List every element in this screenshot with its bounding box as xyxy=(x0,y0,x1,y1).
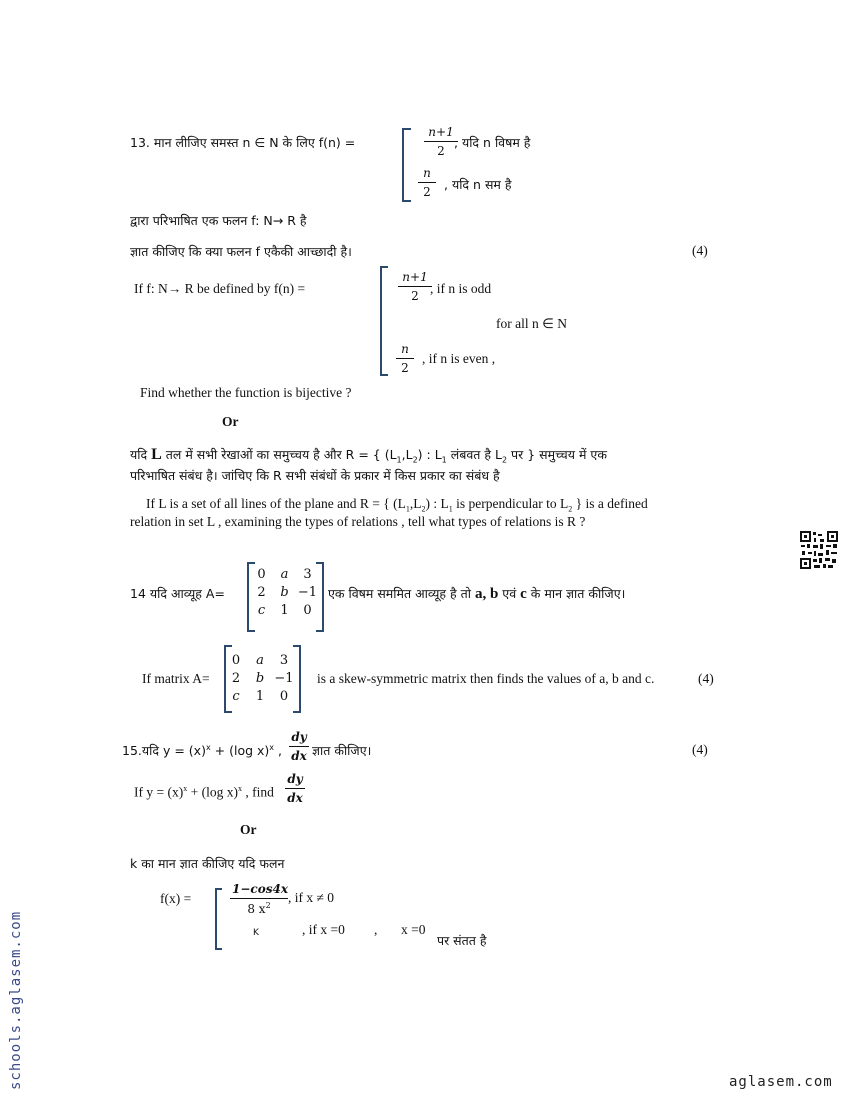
q15-en-line: If $y = (x)^x + (\log$ x)$^x$ , find xyxy=(134,784,274,800)
matrix-cell: 0 xyxy=(279,689,289,704)
q15-comma: , xyxy=(374,922,378,937)
q13-frac1-num: n+1 xyxy=(428,125,454,139)
matrix-cell: c xyxy=(257,603,266,618)
matrix-cell: −1 xyxy=(297,585,318,600)
q13-case1: , यदि n विषम है xyxy=(454,135,531,150)
q13-en-intro: If f: N→ R be defined by f(n) = xyxy=(134,281,306,296)
q15-marks: (4) xyxy=(692,742,708,757)
matrix-cell: 1 xyxy=(280,603,289,618)
q15-brace xyxy=(215,888,222,950)
q13-hindi-line3: ज्ञात कीजिए कि क्या फलन f एकैकी आच्छादी है। xyxy=(130,244,352,259)
q13-hindi-intro: 13. मान लीजिए समस्त n ∈ N के लिए f(n) = xyxy=(130,135,356,150)
q13-en-brace xyxy=(380,266,388,376)
q14-hindi-suffix: एक विषम सममित आव्यूह है तो a, b एवं c के मान ज्ञात कीजिए। xyxy=(328,586,626,602)
q15-hindi-k: k का मान ज्ञात कीजिए यदि फलन xyxy=(130,856,285,871)
matrix-cell: 0 xyxy=(303,603,312,618)
matrix-cell: a xyxy=(256,653,264,668)
matrix-cell: 0 xyxy=(231,653,241,668)
q13-frac1-den: 2 xyxy=(437,144,445,158)
watermark-left: schools.aglasem.com xyxy=(8,910,24,1090)
q15-dydx-1: dy dx xyxy=(289,730,309,763)
q13-en-frac1-num: n+1 xyxy=(402,270,428,284)
q13-frac2-den: 2 xyxy=(423,185,431,199)
q13-en-or-line1: If L is a set of all lines of the plane and R = { $(L_1,L_2)$ : $L_1$ is perpendicular to $L_2$ } is a defined xyxy=(146,496,648,514)
matrix-cell: 1 xyxy=(255,689,265,704)
q15-x0: x =0 xyxy=(401,922,426,937)
q13-or: Or xyxy=(222,414,239,429)
q13-en-frac1-den: 2 xyxy=(411,289,419,303)
q13-frac2-num: n xyxy=(423,166,431,180)
q13-brace xyxy=(402,128,411,202)
q14-en-suffix: is a skew-symmetric matrix then finds the values of a, b and c. xyxy=(317,671,655,686)
q13-fraction-2 xyxy=(418,166,436,199)
matrix-cell: 3 xyxy=(279,653,289,668)
matrix-cell: 0 xyxy=(257,567,266,582)
matrix-cell: c xyxy=(232,689,240,704)
matrix-cell: b xyxy=(280,585,289,600)
q13-fraction-1 xyxy=(424,125,458,158)
q13-en-fraction-1 xyxy=(398,270,432,303)
q14-marks: (4) xyxy=(698,671,714,686)
matrix-cell: −1 xyxy=(274,671,294,686)
q15-case2: , if x =0 xyxy=(302,922,345,937)
matrix-cell: a xyxy=(280,567,289,582)
q13-en-or-line2: relation in set L , examining the types of relations , tell what types of relations is R ? xyxy=(130,514,586,529)
q15-hindi-suffix: ज्ञात कीजिए। xyxy=(312,743,372,758)
matrix-cell: 2 xyxy=(231,671,241,686)
matrix-cell: 3 xyxy=(303,567,312,582)
q13-en-for-all: for all n ∈ N xyxy=(496,316,567,331)
q13-en-frac2-den: 2 xyxy=(401,361,409,375)
q15-hindi-prefix: 15.यदि $y = (x)^x + (\log$ x)$^x$ , xyxy=(122,742,282,758)
q14-hindi-prefix: 14 यदि आव्यूह A= xyxy=(130,586,225,601)
q13-hindi-line2: द्वारा परिभाषित एक फलन f: N→ R है xyxy=(130,213,307,228)
q13-en-case1: , if n is odd xyxy=(430,281,492,296)
q14-en-prefix: If matrix A= xyxy=(142,671,210,686)
matrix-cell: b xyxy=(255,671,265,686)
q13-case2: , यदि n सम है xyxy=(444,177,512,192)
q15-or: Or xyxy=(240,822,257,837)
q13-en-fraction-2 xyxy=(396,342,414,375)
q15-continuous: पर संतत है xyxy=(437,933,487,948)
qr-code-icon xyxy=(799,530,839,570)
q13-en-case2: , if n is even , xyxy=(422,351,496,366)
watermark-right: aglasem.com xyxy=(729,1074,833,1090)
q13-marks: (4) xyxy=(692,243,708,258)
matrix-cell: 2 xyxy=(257,585,266,600)
q13-hindi-or-line1: यदि L तल में सभी रेखाओं का समुच्चय है और R = { $(L_1,L_2)$ : $L_1$ लंबवत है $L_2$ पर } समुच्चय में एक xyxy=(130,446,607,465)
q15-fx: f(x) = xyxy=(160,891,192,906)
q13-en-frac2-num: n xyxy=(401,342,409,356)
q13-en-question: Find whether the function is bijective ? xyxy=(140,385,352,400)
q15-dydx-2: dy dx xyxy=(285,772,305,805)
q13-hindi-or-line2: परिभाषित संबंध है। जांचिए कि R सभी संबंधों के प्रकार में किस प्रकार का संबंध है xyxy=(130,468,500,483)
q15-fraction: 1−cos4x 8 $x^2$ xyxy=(232,882,288,916)
q15-case1: , if x ≠ 0 xyxy=(288,890,335,905)
q15-k-value: K xyxy=(253,928,259,938)
